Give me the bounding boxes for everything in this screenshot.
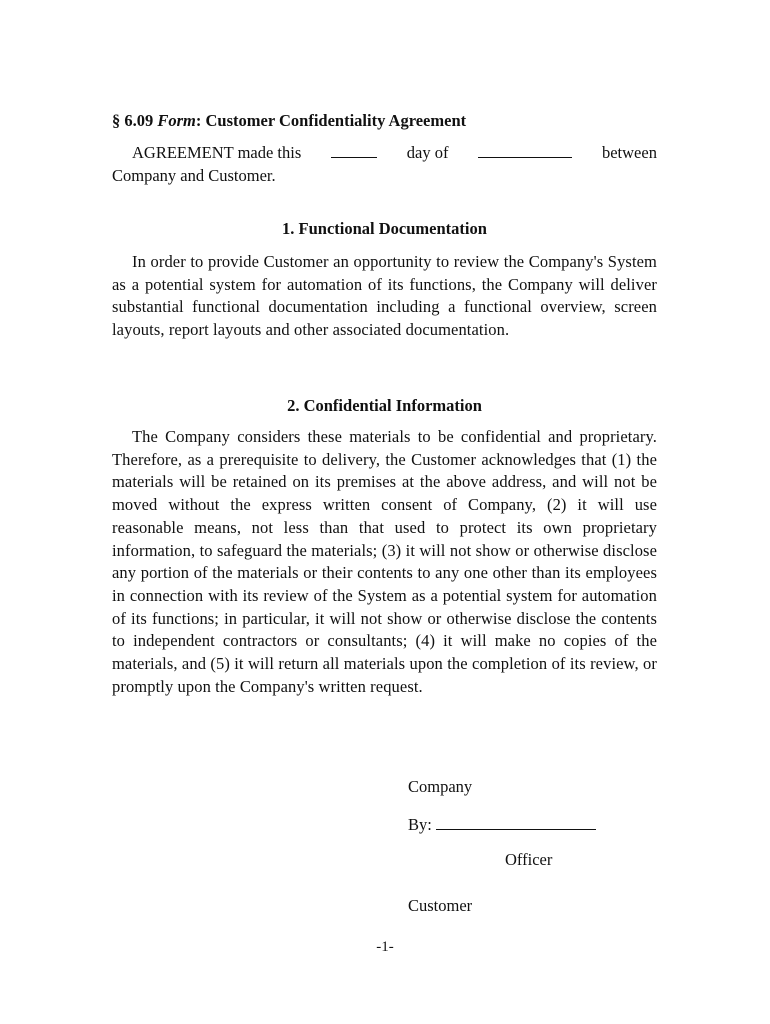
- section-1-heading: 1. Functional Documentation: [282, 219, 487, 238]
- signature-company-label: Company: [408, 777, 473, 796]
- intro-day-of: day of: [406, 143, 449, 162]
- signature-by-label: By:: [408, 815, 432, 834]
- section-2-heading: 2. Confidential Information: [287, 396, 482, 415]
- section-number: § 6.09: [112, 111, 154, 130]
- signature-by-line: [408, 814, 596, 835]
- document-title: [112, 111, 466, 131]
- section-2-body: The Company considers these materials to be confidential and proprietary. Therefore, as a prerequisite to delivery, the Customer acknowledges that (1) the materials will be retained on its premises at the above address, and will not be moved without the express written consent of Company, (2) it will use reasonable means, not less than that used to protect its own proprietary information, to safeguard the materials; (3) it will not show or otherwise disclose any portion of the materials or their contents to any one other than its employees in connection with its review of the System as a potential system for automation of its functions; in particular, it will not show or otherwise disclose the contents to independent contractors or consultants; (4) it will make no copies of the materials, and (5) it will return all materials upon the completion of its review, or promptly upon the Company's written request.: [112, 427, 657, 696]
- intro-agreement-made: AGREEMENT made this: [132, 143, 302, 162]
- intro-paragraph: [112, 141, 657, 187]
- intro-line-2: Company and Customer.: [112, 166, 276, 185]
- form-word: Form: [157, 111, 196, 130]
- section-1-body: In order to provide Customer an opportunity to review the Company's System as a potential system for automation of its functions, the Company will deliver substantial functional documentation including a functional overview, screen layouts, report layouts and other associated documentation.: [112, 252, 657, 340]
- page-number: -1-: [376, 939, 394, 955]
- signature-blank-line: [436, 814, 596, 830]
- signature-officer-label: Officer: [505, 850, 553, 869]
- title-text: : Customer Confidentiality Agreement: [195, 111, 467, 130]
- signature-customer-label: Customer: [408, 896, 473, 915]
- month-blank-line: [478, 142, 572, 158]
- day-blank-line: [331, 142, 377, 158]
- intro-line-1: [112, 141, 657, 164]
- intro-between: between: [601, 143, 657, 162]
